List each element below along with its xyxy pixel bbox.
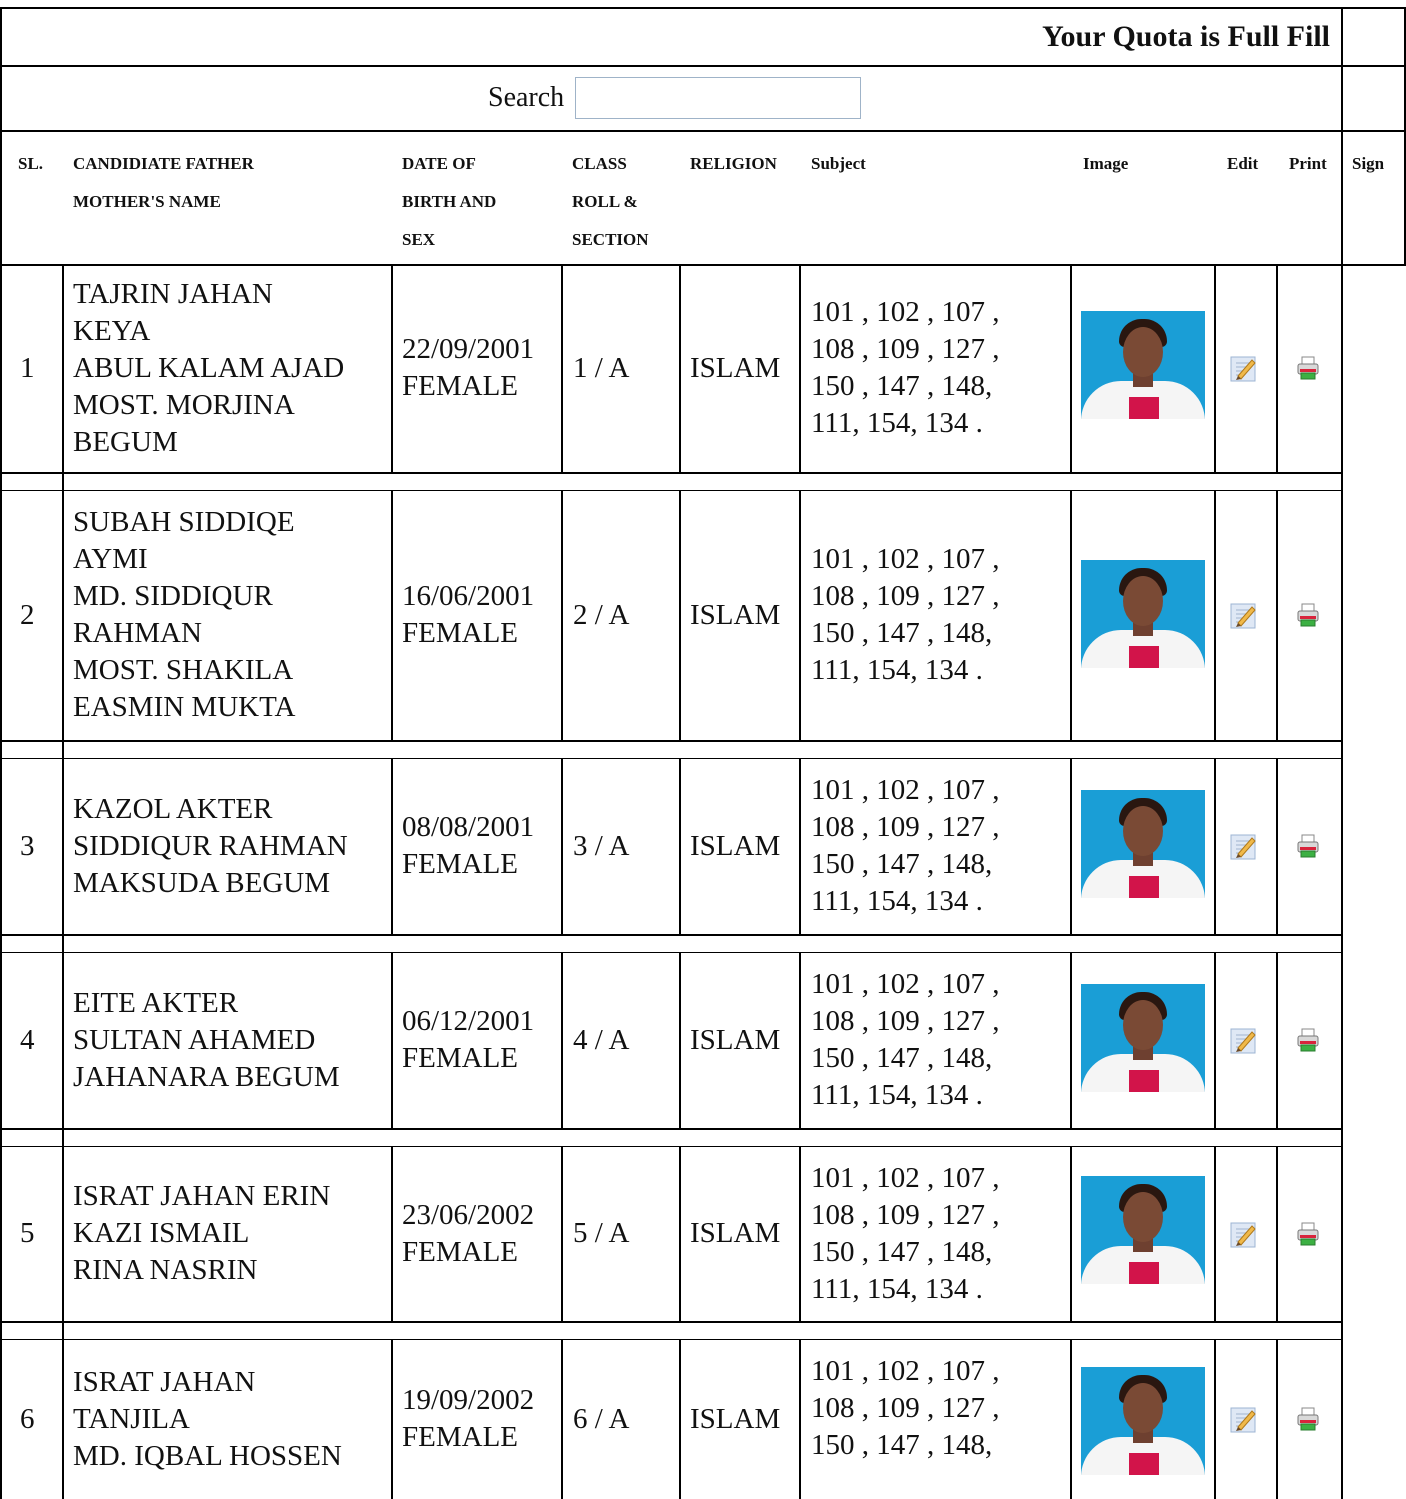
header-bottom-border <box>0 264 1406 266</box>
religion: ISLAM <box>690 1023 781 1056</box>
header-sign: Sign <box>1352 154 1385 173</box>
quota-divider <box>1341 7 1343 265</box>
row-sl: 3 <box>20 829 35 862</box>
column-divider <box>62 952 64 1128</box>
column-divider <box>391 952 393 1128</box>
column-divider <box>391 758 393 934</box>
candidate-photo <box>1081 1176 1205 1284</box>
subject-list <box>811 541 1000 689</box>
candidate-names <box>73 504 295 726</box>
column-divider <box>561 1339 563 1499</box>
column-divider <box>1341 758 1343 952</box>
column-divider <box>62 1146 64 1321</box>
subject-line: 101 , 102 , 107 , <box>811 296 1000 328</box>
row-separator <box>0 1146 1343 1147</box>
row-bottom-border <box>0 1321 1343 1323</box>
class-roll-section: 4 / A <box>573 1023 630 1056</box>
dob-sex <box>402 331 534 405</box>
candidate-name-line: TAJRIN JAHAN <box>73 277 273 310</box>
pencil-edit-icon[interactable] <box>1230 601 1258 629</box>
header-edit: Edit <box>1227 154 1259 173</box>
header-subject: Subject <box>811 154 866 173</box>
header-class-line-3: SECTION <box>572 230 649 249</box>
column-divider <box>1070 952 1072 1128</box>
column-divider <box>799 758 801 934</box>
subject-line: 150 , 147 , 148, <box>811 617 993 649</box>
column-divider <box>62 490 64 740</box>
subject-line: 108 , 109 , 127 , <box>811 580 1000 612</box>
column-divider <box>1341 952 1343 1146</box>
spacer-divider <box>62 1321 64 1339</box>
subject-line: 108 , 109 , 127 , <box>811 1392 1000 1424</box>
dob-sex <box>402 1197 534 1271</box>
header-dob-line-3: SEX <box>402 230 436 249</box>
column-divider <box>561 952 563 1128</box>
candidate-name-line: AYMI <box>73 543 148 575</box>
column-divider <box>1070 1146 1072 1321</box>
column-divider <box>1341 264 1343 490</box>
candidate-names <box>73 276 344 461</box>
header-religion: RELIGION <box>690 154 777 173</box>
row-bottom-border <box>0 472 1343 474</box>
column-divider <box>1341 1146 1343 1339</box>
religion: ISLAM <box>690 1402 781 1435</box>
column-divider <box>1276 1146 1278 1321</box>
subject-list <box>811 966 1000 1114</box>
candidate-name-line: KAZI ISMAIL <box>73 1217 250 1249</box>
pencil-edit-icon[interactable] <box>1230 1405 1258 1433</box>
subject-line: 111, 154, 134 . <box>811 885 983 917</box>
subject-line: 150 , 147 , 148, <box>811 370 993 402</box>
row-separator <box>0 758 1343 759</box>
subject-list <box>811 1160 1000 1308</box>
sex: FEMALE <box>402 617 518 649</box>
date-of-birth: 22/09/2001 <box>402 333 535 365</box>
subject-line: 101 , 102 , 107 , <box>811 774 1000 806</box>
header-dob-line-1: DATE OF <box>402 154 476 173</box>
class-roll-section: 1 / A <box>573 351 630 384</box>
column-divider <box>391 264 393 472</box>
subject-line: 150 , 147 , 148, <box>811 1235 993 1268</box>
column-divider <box>679 952 681 1128</box>
class-roll-section: 6 / A <box>573 1402 630 1435</box>
column-divider <box>1070 758 1072 934</box>
subject-list <box>811 294 1000 442</box>
column-divider <box>1214 758 1216 934</box>
column-divider <box>679 264 681 472</box>
spacer-divider <box>62 740 64 758</box>
column-divider <box>561 264 563 472</box>
pencil-edit-icon[interactable] <box>1230 832 1258 860</box>
printer-icon[interactable] <box>1294 1405 1322 1433</box>
subject-line: 108 , 109 , 127 , <box>811 333 1000 365</box>
header-sl: SL. <box>18 154 44 173</box>
header-name-line-1: CANDIDIATE FATHER <box>73 154 254 173</box>
header-name-line-2: MOTHER'S NAME <box>73 192 221 211</box>
sex: FEMALE <box>402 1235 518 1268</box>
dob-sex <box>402 578 534 652</box>
candidate-name-line: SULTAN AHAMED <box>73 1023 316 1056</box>
column-divider <box>679 1146 681 1321</box>
search-bottom-border <box>0 130 1406 132</box>
column-divider <box>1214 490 1216 740</box>
column-divider <box>1070 1339 1072 1499</box>
column-divider <box>391 1146 393 1321</box>
candidate-name-line: SIDDIQUR RAHMAN <box>73 829 348 862</box>
row-separator <box>0 490 1343 491</box>
candidate-photo <box>1081 560 1205 668</box>
candidate-names <box>73 985 340 1096</box>
spacer-divider <box>62 934 64 952</box>
candidate-names <box>73 1178 330 1289</box>
row-separator <box>0 952 1343 953</box>
table-top-border <box>0 7 1406 9</box>
candidate-photo <box>1081 1367 1205 1475</box>
candidate-name-line: RAHMAN <box>73 617 202 649</box>
religion: ISLAM <box>690 829 781 862</box>
column-divider <box>62 1339 64 1499</box>
column-divider <box>1214 264 1216 472</box>
date-of-birth: 19/09/2002 <box>402 1384 535 1416</box>
candidate-names <box>73 1364 342 1475</box>
column-divider <box>679 490 681 740</box>
header-dob <box>402 145 496 259</box>
candidate-name-line: MAKSUDA BEGUM <box>73 866 331 899</box>
printer-icon[interactable] <box>1294 832 1322 860</box>
header-class-line-2: ROLL & <box>572 192 638 211</box>
religion: ISLAM <box>690 1217 781 1249</box>
candidate-name-line: MOST. SHAKILA <box>73 654 294 686</box>
column-divider <box>1276 952 1278 1128</box>
column-divider <box>1214 952 1216 1128</box>
class-roll-section: 2 / A <box>573 598 630 631</box>
subject-line: 111, 154, 134 . <box>811 654 983 686</box>
quota-bottom-border <box>0 65 1406 67</box>
column-divider <box>1276 1339 1278 1499</box>
column-divider <box>62 758 64 934</box>
column-divider <box>1214 1339 1216 1499</box>
table-left-border <box>0 7 2 1499</box>
subject-line: 111, 154, 134 . <box>811 407 983 439</box>
candidate-name-line: JAHANARA BEGUM <box>73 1060 340 1093</box>
subject-list <box>811 772 1000 920</box>
column-divider <box>1070 490 1072 740</box>
column-divider <box>391 490 393 740</box>
subject-line: 111, 154, 134 . <box>811 1079 983 1111</box>
candidate-photo <box>1081 790 1205 898</box>
column-divider <box>1070 264 1072 472</box>
row-bottom-border <box>0 740 1343 742</box>
column-divider <box>561 758 563 934</box>
dob-sex <box>402 1003 534 1077</box>
spacer-divider <box>62 1128 64 1146</box>
subject-line: 150 , 147 , 148, <box>811 1429 993 1461</box>
printer-icon[interactable] <box>1294 1220 1322 1248</box>
column-divider <box>799 1146 801 1321</box>
sex: FEMALE <box>402 1042 518 1074</box>
candidate-names <box>73 791 348 902</box>
candidate-name-line: EASMIN MUKTA <box>73 691 296 723</box>
candidate-name-line: MOST. MORJINA <box>73 388 295 421</box>
pencil-edit-icon[interactable] <box>1230 1220 1258 1248</box>
header-dob-line-2: BIRTH AND <box>402 192 497 211</box>
column-divider <box>799 264 801 472</box>
header-class <box>572 145 649 259</box>
sex: FEMALE <box>402 1421 518 1453</box>
candidate-name-line: KAZOL AKTER <box>73 792 273 825</box>
printer-icon[interactable] <box>1294 601 1322 629</box>
printer-icon[interactable] <box>1294 354 1322 382</box>
candidate-photo <box>1081 984 1205 1092</box>
column-divider <box>1214 1146 1216 1321</box>
subject-line: 101 , 102 , 107 , <box>811 968 1000 1000</box>
candidate-name-line: KEYA <box>73 314 151 347</box>
row-sl: 4 <box>20 1023 35 1056</box>
candidate-name-line: MD. IQBAL HOSSEN <box>73 1439 342 1472</box>
column-divider <box>799 490 801 740</box>
subject-line: 108 , 109 , 127 , <box>811 1198 1000 1231</box>
candidate-name-line: ISRAT JAHAN ERIN <box>73 1180 331 1212</box>
quota-message: Your Quota is Full Fill <box>1042 20 1330 53</box>
column-divider <box>679 758 681 934</box>
subject-line: 108 , 109 , 127 , <box>811 811 1000 843</box>
dob-sex <box>402 1382 534 1456</box>
candidate-name-line: TANJILA <box>73 1402 190 1435</box>
column-divider <box>1276 490 1278 740</box>
subject-line: 150 , 147 , 148, <box>811 1042 993 1074</box>
column-divider <box>561 1146 563 1321</box>
subject-line: 101 , 102 , 107 , <box>811 1355 1000 1387</box>
row-separator <box>0 1339 1343 1340</box>
candidate-name-line: SUBAH SIDDIQE <box>73 506 295 538</box>
column-divider <box>1341 490 1343 758</box>
sex: FEMALE <box>402 848 518 880</box>
pencil-edit-icon[interactable] <box>1230 1026 1258 1054</box>
subject-line: 101 , 102 , 107 , <box>811 1161 1000 1194</box>
column-divider <box>391 1339 393 1499</box>
class-roll-section: 3 / A <box>573 829 630 862</box>
column-divider <box>1276 264 1278 472</box>
spacer-divider <box>62 472 64 490</box>
column-divider <box>561 490 563 740</box>
row-sl: 6 <box>20 1402 35 1435</box>
subject-line: 101 , 102 , 107 , <box>811 543 1000 575</box>
religion: ISLAM <box>690 598 781 631</box>
subject-line: 108 , 109 , 127 , <box>811 1005 1000 1037</box>
column-divider <box>799 952 801 1128</box>
column-divider <box>62 264 64 472</box>
column-divider <box>679 1339 681 1499</box>
header-name <box>73 145 254 221</box>
column-divider <box>1341 1339 1343 1499</box>
row-sl: 1 <box>20 351 35 384</box>
column-divider <box>1276 758 1278 934</box>
class-roll-section: 5 / A <box>573 1217 630 1249</box>
candidate-photo <box>1081 311 1205 419</box>
date-of-birth: 16/06/2001 <box>402 580 535 612</box>
row-sl: 2 <box>20 598 35 631</box>
search-input[interactable] <box>575 77 861 119</box>
row-bottom-border <box>0 934 1343 936</box>
header-print: Print <box>1289 154 1327 173</box>
header-image: Image <box>1083 154 1129 173</box>
search-label: Search <box>488 82 565 113</box>
date-of-birth: 08/08/2001 <box>402 811 535 843</box>
row-sl: 5 <box>20 1217 35 1249</box>
candidate-name-line: BEGUM <box>73 425 178 458</box>
subject-list <box>811 1353 1000 1464</box>
header-class-line-1: CLASS <box>572 154 627 173</box>
candidate-name-line: MD. SIDDIQUR <box>73 580 273 612</box>
sex: FEMALE <box>402 370 518 402</box>
date-of-birth: 23/06/2002 <box>402 1198 535 1231</box>
subject-line: 150 , 147 , 148, <box>811 848 993 880</box>
candidate-name-line: ABUL KALAM AJAD <box>73 351 345 384</box>
candidate-name-line: ISRAT JAHAN <box>73 1365 256 1398</box>
candidate-name-line: RINA NASRIN <box>73 1254 258 1286</box>
dob-sex <box>402 809 534 883</box>
date-of-birth: 06/12/2001 <box>402 1005 535 1037</box>
religion: ISLAM <box>690 351 781 384</box>
candidate-name-line: EITE AKTER <box>73 986 239 1019</box>
subject-line: 111, 154, 134 . <box>811 1272 983 1305</box>
row-bottom-border <box>0 1128 1343 1130</box>
column-divider <box>799 1339 801 1499</box>
pencil-edit-icon[interactable] <box>1230 354 1258 382</box>
printer-icon[interactable] <box>1294 1026 1322 1054</box>
